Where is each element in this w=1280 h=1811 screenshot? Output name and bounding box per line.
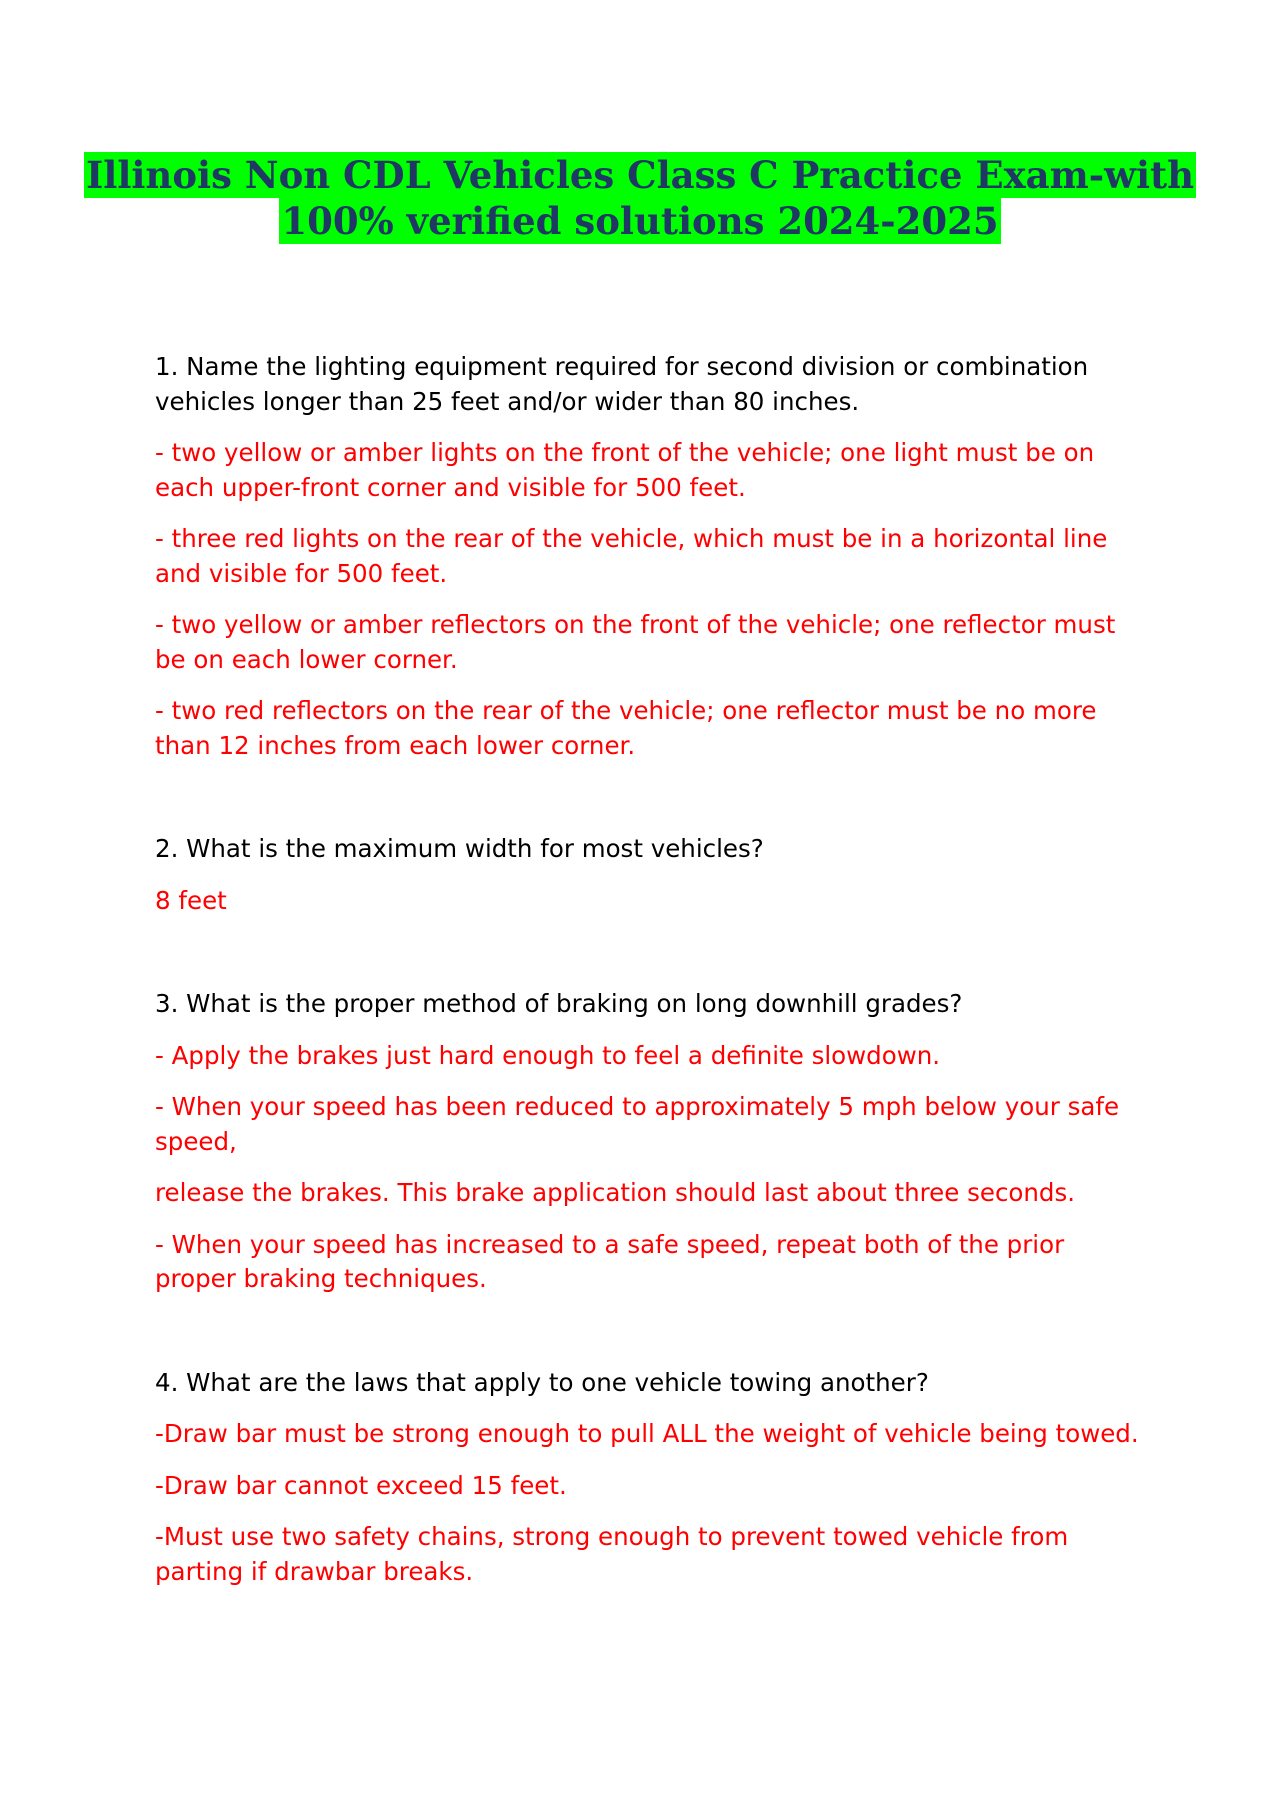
answer-text: - When your speed has increased to a safe speed, repeat both of the prior proper braking techniques. — [155, 1229, 1065, 1293]
question-text: 2. What is the maximum width for most vehicles? — [155, 834, 764, 863]
document-title — [0, 152, 1280, 244]
answer-text: - three red lights on the rear of the vehicle, which must be in a horizontal line and visible for 500 feet. — [155, 524, 1108, 588]
answer-text: -Draw bar cannot exceed 15 feet. — [155, 1470, 567, 1500]
title-line-2: 100% verified solutions 2024-2025 — [281, 199, 999, 243]
question-text: 4. What are the laws that apply to one vehicle towing another? — [155, 1367, 929, 1397]
answer-text: 8 feet — [155, 885, 227, 915]
answer-text: - two yellow or amber reflectors on the front of the vehicle; one reflector must be on each lower corner. — [155, 610, 1116, 674]
question-text: 3. What is the proper method of braking on long downhill grades? — [155, 989, 963, 1018]
answer-text: - When your speed has been reduced to approximately 5 mph below your safe speed, — [155, 1092, 1120, 1156]
answer-text: -Draw bar must be strong enough to pull ALL the weight of vehicle being towed. — [155, 1419, 1139, 1448]
answer-text: release the brakes. This brake application should last about three seconds. — [155, 1178, 1076, 1207]
answer-text: - two red reflectors on the rear of the vehicle; one reflector must be no more than 12 inches from each lower corner. — [155, 696, 1097, 760]
question-block-1 — [155, 350, 1145, 763]
question-block-3 — [155, 987, 1145, 1297]
question-block-4 — [155, 1366, 1145, 1590]
title-line-1: Illinois Non CDL Vehicles Class C Practice Exam-with — [85, 153, 1195, 197]
question-text: 1. Name the lighting equipment required for second division or combination vehicles longer than 25 feet and/or wider than 80 inches. — [155, 352, 1089, 416]
answer-text: -Must use two safety chains, strong enough to prevent towed vehicle from parting if drawbar breaks. — [155, 1522, 1069, 1586]
question-list — [155, 350, 1145, 1606]
answer-text: - two yellow or amber lights on the front of the vehicle; one light must be on each upper-front corner and visible for 500 feet. — [155, 438, 1095, 502]
question-block-2 — [155, 832, 1145, 918]
answer-text: - Apply the brakes just hard enough to feel a definite slowdown. — [155, 1040, 941, 1070]
